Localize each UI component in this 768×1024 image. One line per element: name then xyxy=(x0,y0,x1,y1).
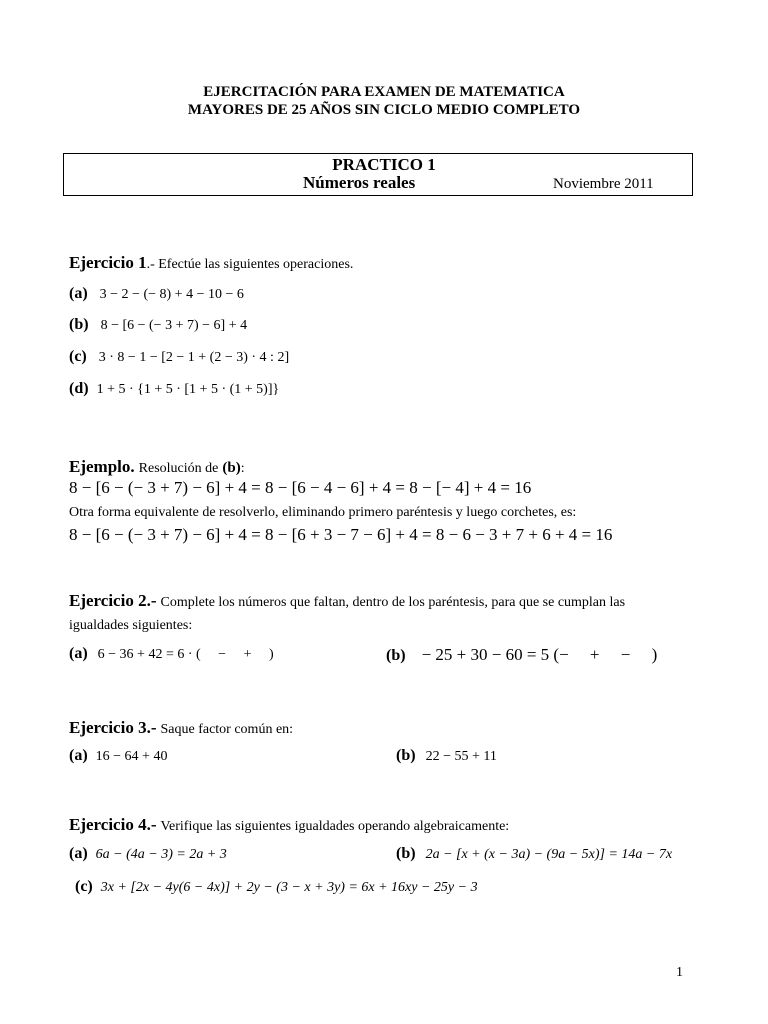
ejercicio-1-title: Ejercicio 1 xyxy=(69,253,147,272)
ejemplo-line2: 8 − [6 − (− 3 + 7) − 6] + 4 = 8 − [6 + 3 − 7 − 6] + 4 = 8 − 6 − 3 + 7 + 6 + 4 = 16 xyxy=(69,525,613,544)
ej1-item-d xyxy=(69,380,279,398)
ej4-item-c-label: (c) xyxy=(75,878,93,895)
ej4-item-a xyxy=(69,845,227,863)
ejercicio-3-instr: Saque factor común en: xyxy=(160,722,294,737)
ej1-item-a-label: (a) xyxy=(69,285,88,302)
ej1-item-c-label: (c) xyxy=(69,348,87,365)
ejercicio-1-heading xyxy=(69,253,353,273)
ej1-item-b-expr: 8 − [6 − (− 3 + 7) − 6] + 4 xyxy=(100,318,248,333)
ej1-item-b-label: (b) xyxy=(69,316,89,333)
ej1-item-b xyxy=(69,316,247,334)
ej4-item-a-label: (a) xyxy=(69,845,88,862)
ej3-item-b-expr: 22 − 55 + 11 xyxy=(425,749,497,764)
ej2-item-a xyxy=(69,645,274,663)
ej2-item-b-expr: − 25 + 30 − 60 = 5 (− + − ) xyxy=(421,645,658,664)
ej1-item-a-expr: 3 − 2 − (− 8) + 4 − 10 − 6 xyxy=(99,287,244,302)
ejercicio-2-heading xyxy=(69,591,625,611)
ejercicio-1-instr: .- Efectúe las siguientes operaciones. xyxy=(146,257,354,272)
ejemplo-title: Ejemplo. xyxy=(69,457,135,476)
ej1-item-c-expr: 3 · 8 − 1 − [2 − 1 + (2 − 3) · 4 : 2] xyxy=(98,350,290,365)
ej3-item-b-label: (b) xyxy=(396,747,416,764)
ejemplo-intro: Resolución de xyxy=(138,461,219,476)
ej1-item-c xyxy=(69,348,289,366)
ej4-item-c-expr: 3x + [2x − 4y(6 − 4x)] + 2y − (3 − x + 3y) = 6x + 16xy − 25y − 3 xyxy=(100,880,478,895)
ej3-item-a-label: (a) xyxy=(69,747,88,764)
ej2-item-b xyxy=(386,645,657,665)
doc-title-line2: MAYORES DE 25 AÑOS SIN CICLO MEDIO COMPLETO xyxy=(187,102,581,118)
ej3-item-b xyxy=(396,747,497,765)
ej2-item-a-label: (a) xyxy=(69,645,88,662)
ejemplo-line1: 8 − [6 − (− 3 + 7) − 6] + 4 = 8 − [6 − 4 − 6] + 4 = 8 − [− 4] + 4 = 16 xyxy=(69,478,532,497)
ej3-item-a xyxy=(69,747,167,765)
ejercicio-2-title: Ejercicio 2.- xyxy=(69,591,157,610)
ejercicio-3-heading xyxy=(69,718,293,738)
ejercicio-3-title: Ejercicio 3.- xyxy=(69,718,157,737)
ej3-item-a-expr: 16 − 64 + 40 xyxy=(95,749,168,764)
page-number: 1 xyxy=(676,965,683,980)
ejemplo-colon: : xyxy=(240,461,245,476)
ej4-item-c xyxy=(75,878,478,896)
practico-date: Noviembre 2011 xyxy=(553,176,654,192)
practico-title: PRACTICO 1 xyxy=(332,155,436,174)
doc-title-line1: EJERCITACIÓN PARA EXAMEN DE MATEMATICA xyxy=(203,84,565,100)
ej2-item-b-label: (b) xyxy=(386,647,406,664)
ejemplo-ref: (b) xyxy=(222,460,241,476)
ejercicio-2-instr: Complete los números que faltan, dentro de los paréntesis, para que se cumplan las xyxy=(160,595,626,610)
ejemplo-text: Otra forma equivalente de resolverlo, eliminando primero paréntesis y luego corchetes, es: xyxy=(69,505,577,520)
ejemplo-heading xyxy=(69,457,245,477)
ej1-item-d-expr: 1 + 5 · {1 + 5 · [1 + 5 · (1 + 5)]} xyxy=(96,382,280,397)
ejercicio-2-instr-2: igualdades siguientes: xyxy=(69,618,193,633)
practico-subtitle: Números reales xyxy=(303,173,416,192)
ejercicio-4-instr: Verifique las siguientes igualdades operando algebraicamente: xyxy=(160,819,510,834)
ej4-item-a-expr: 6a − (4a − 3) = 2a + 3 xyxy=(95,847,227,862)
ejercicio-4-heading xyxy=(69,815,509,835)
ej4-item-b-expr: 2a − [x + (x − 3a) − (9a − 5x)] = 14a − 7x xyxy=(425,847,673,862)
ej2-item-a-expr: 6 − 36 + 42 = 6 · ( − + ) xyxy=(97,647,274,662)
ej1-item-d-label: (d) xyxy=(69,380,89,397)
ej1-item-a xyxy=(69,285,244,303)
ej4-item-b-label: (b) xyxy=(396,845,416,862)
ejercicio-4-title: Ejercicio 4.- xyxy=(69,815,157,834)
ej4-item-b xyxy=(396,845,672,863)
